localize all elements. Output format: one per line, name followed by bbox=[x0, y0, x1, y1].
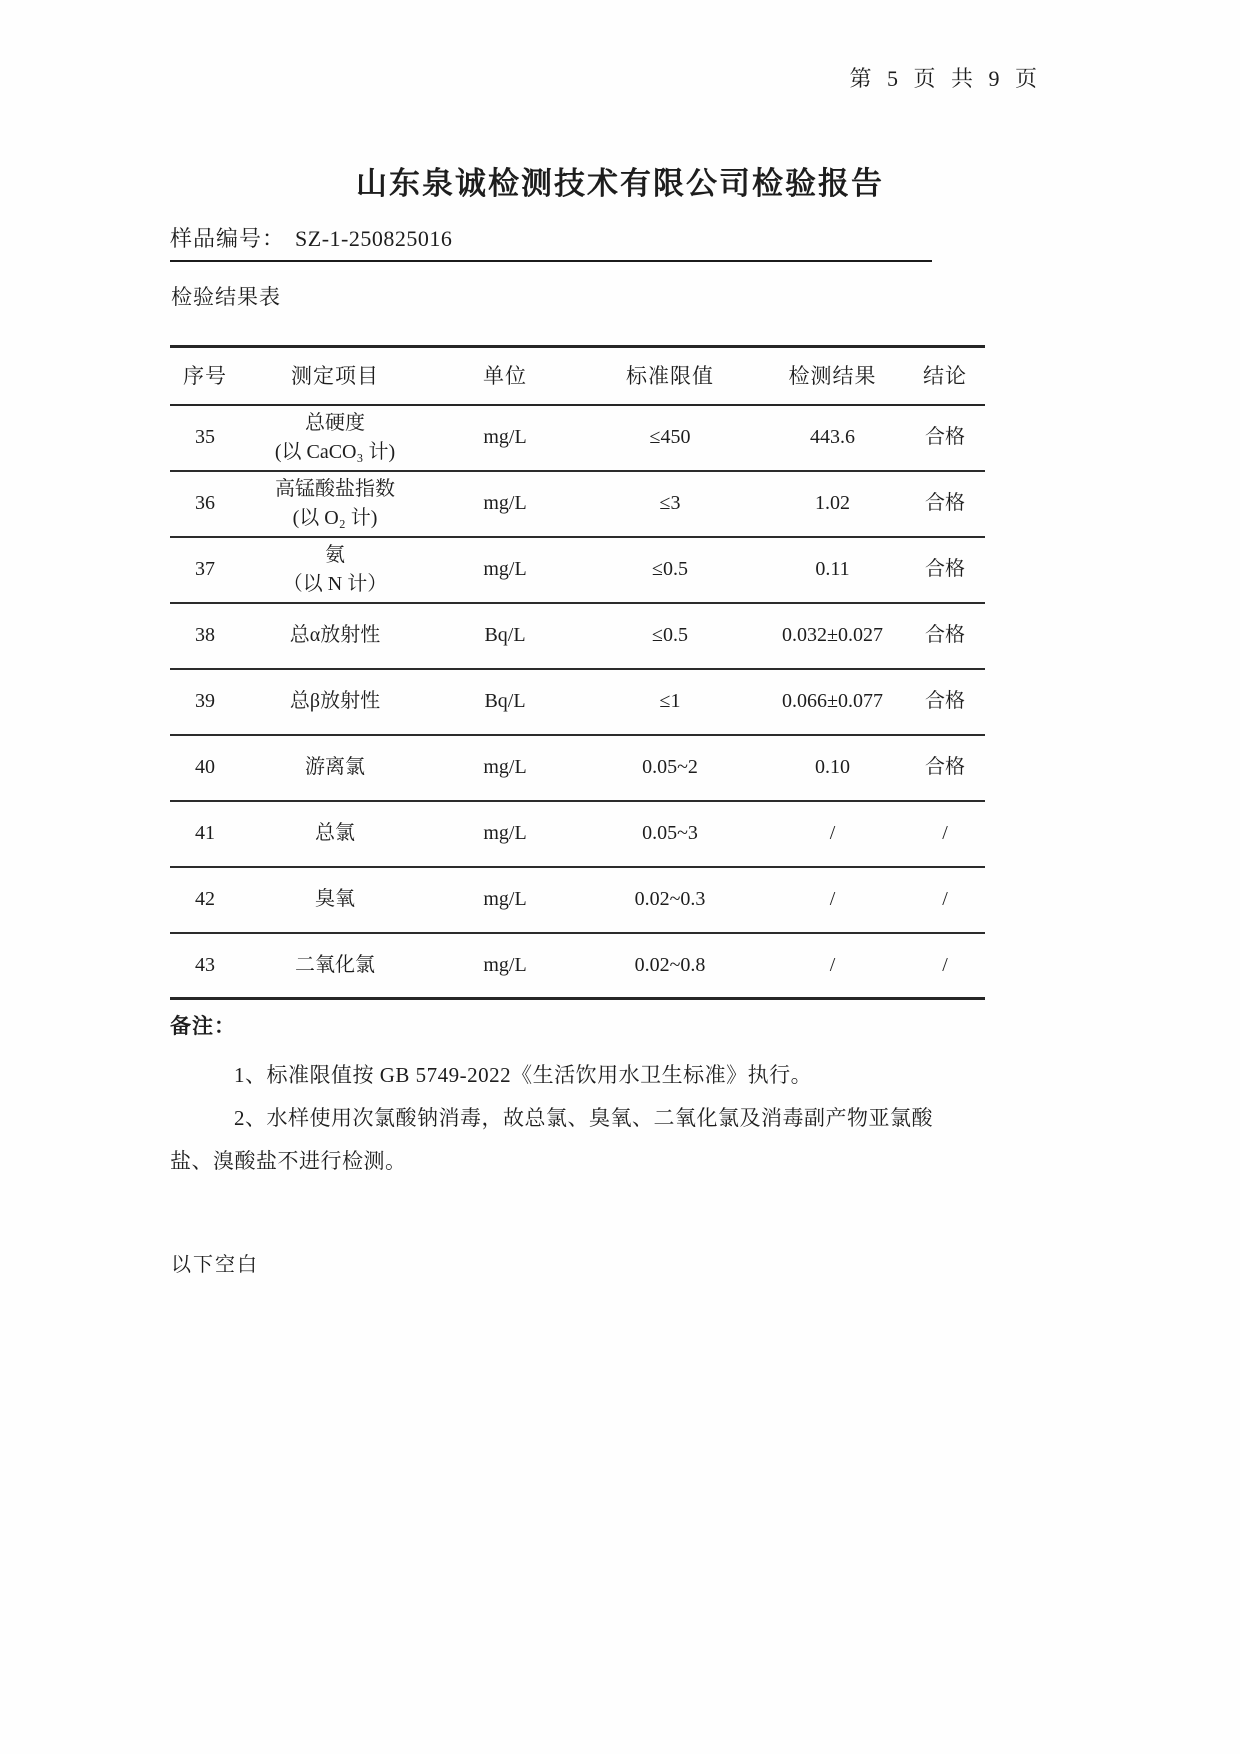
table-row bbox=[170, 669, 985, 735]
cell-conclusion: 合格 bbox=[925, 558, 965, 580]
cell-item: 总β放射性 bbox=[289, 690, 381, 712]
column-header: 结论 bbox=[923, 363, 967, 388]
table-row bbox=[170, 933, 985, 999]
cell-limit: ≤0.5 bbox=[652, 624, 688, 646]
sample-number-row bbox=[170, 222, 932, 262]
sample-number-label: 样品编号： bbox=[170, 226, 286, 251]
column-header: 测定项目 bbox=[291, 363, 379, 388]
cell-conclusion: 合格 bbox=[925, 690, 965, 712]
cell-result: / bbox=[829, 953, 836, 976]
table-row bbox=[170, 801, 985, 867]
column-header: 序号 bbox=[183, 363, 227, 388]
cell-result: 443.6 bbox=[810, 426, 855, 448]
table-row bbox=[170, 537, 985, 603]
table-row bbox=[170, 471, 985, 537]
cell-item: 总硬度 (以 CaCO₃ 计) bbox=[274, 411, 396, 463]
notes-label: 备注： bbox=[170, 1014, 236, 1038]
cell-conclusion: / bbox=[942, 953, 948, 976]
column-header: 标准限值 bbox=[626, 363, 714, 388]
results-table-body bbox=[170, 405, 985, 999]
notes-list bbox=[170, 1054, 970, 1183]
cell-item: 总氯 bbox=[315, 822, 355, 844]
table-header-row bbox=[170, 347, 985, 405]
cell-conclusion: 合格 bbox=[925, 756, 965, 778]
cell-conclusion: 合格 bbox=[925, 492, 965, 514]
cell-item: 二氧化氯 bbox=[295, 953, 375, 976]
cell-no: 38 bbox=[195, 624, 215, 646]
cell-no: 43 bbox=[195, 953, 215, 976]
cell-unit: Bq/L bbox=[484, 624, 526, 646]
cell-no: 37 bbox=[195, 558, 215, 580]
cell-item: 游离氯 bbox=[305, 756, 365, 778]
cell-result: 1.02 bbox=[815, 492, 850, 514]
report-title: 山东泉诚检测技术有限公司检验报告 bbox=[356, 166, 884, 201]
cell-result: / bbox=[829, 822, 836, 844]
sample-number-value: SZ-1-250825016 bbox=[295, 226, 453, 251]
cell-unit: mg/L bbox=[483, 953, 527, 976]
cell-limit: 0.05~2 bbox=[642, 756, 698, 778]
cell-unit: mg/L bbox=[483, 756, 527, 778]
cell-limit: ≤1 bbox=[659, 690, 681, 712]
cell-no: 36 bbox=[195, 492, 215, 514]
column-header: 检测结果 bbox=[788, 363, 877, 388]
cell-no: 42 bbox=[195, 888, 215, 910]
cell-limit: 0.02~0.3 bbox=[634, 888, 706, 910]
cell-limit: ≤3 bbox=[659, 492, 681, 514]
cell-limit: 0.02~0.8 bbox=[634, 953, 706, 976]
cell-no: 35 bbox=[195, 426, 215, 448]
blank-below-note: 以下空白 bbox=[171, 1254, 259, 1276]
cell-conclusion: 合格 bbox=[925, 624, 965, 646]
column-header: 单位 bbox=[483, 363, 527, 388]
cell-item: 总α放射性 bbox=[289, 624, 381, 646]
cell-limit: 0.05~3 bbox=[642, 822, 698, 844]
cell-item: 氨 （以 N 计） bbox=[282, 543, 388, 595]
table-caption: 检验结果表 bbox=[171, 285, 281, 309]
cell-conclusion: / bbox=[942, 822, 948, 844]
cell-unit: Bq/L bbox=[484, 690, 526, 712]
notes-section bbox=[170, 1010, 970, 1183]
cell-item: 臭氧 bbox=[315, 888, 355, 910]
cell-unit: mg/L bbox=[483, 888, 527, 910]
cell-result: 0.10 bbox=[815, 756, 850, 778]
cell-result: / bbox=[829, 888, 836, 910]
cell-limit: ≤0.5 bbox=[652, 558, 688, 580]
cell-item: 高锰酸盐指数 (以 O₂ 计) bbox=[275, 477, 395, 529]
cell-unit: mg/L bbox=[483, 492, 527, 514]
cell-conclusion: / bbox=[942, 888, 948, 910]
table-row bbox=[170, 603, 985, 669]
cell-result: 0.066±0.077 bbox=[782, 690, 883, 712]
cell-unit: mg/L bbox=[483, 822, 527, 844]
cell-limit: ≤450 bbox=[649, 426, 691, 448]
cell-no: 40 bbox=[195, 756, 215, 778]
table-row bbox=[170, 867, 985, 933]
cell-conclusion: 合格 bbox=[925, 426, 965, 448]
cell-result: 0.11 bbox=[815, 558, 850, 580]
cell-result: 0.032±0.027 bbox=[782, 624, 883, 646]
cell-no: 39 bbox=[195, 690, 215, 712]
note-line: 2、水样使用次氯酸钠消毒，故总氯、臭氧、二氧化氯及消毒副产物亚氯酸 bbox=[234, 1106, 933, 1130]
results-table bbox=[170, 345, 985, 1000]
note-line: 盐、溴酸盐不进行检测。 bbox=[170, 1149, 407, 1173]
cell-unit: mg/L bbox=[483, 426, 527, 448]
table-row bbox=[170, 735, 985, 801]
cell-no: 41 bbox=[195, 822, 215, 844]
cell-unit: mg/L bbox=[483, 558, 527, 580]
note-line: 1、标准限值按 GB 5749-2022《生活饮用水卫生标准》执行。 bbox=[234, 1063, 813, 1087]
page-number: 第 5 页 共 9 页 bbox=[849, 66, 1042, 91]
table-row bbox=[170, 405, 985, 471]
